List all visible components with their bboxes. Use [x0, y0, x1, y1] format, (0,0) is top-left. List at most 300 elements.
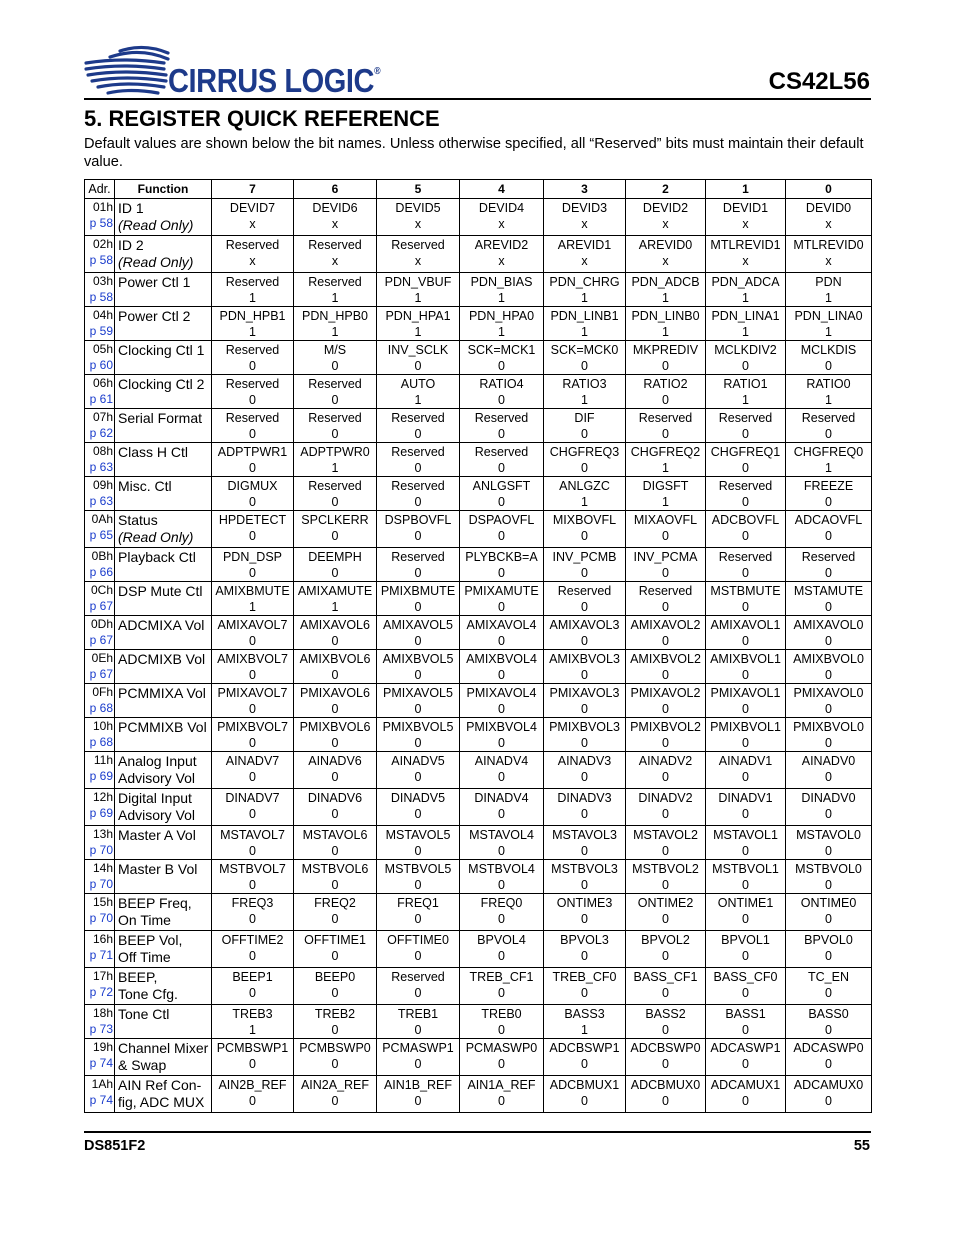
- bit-default: 0: [825, 427, 832, 441]
- bit-name: Reserved: [474, 445, 529, 459]
- bit-name: AMIXBVOL0: [793, 652, 864, 666]
- bit-default: 0: [249, 807, 256, 821]
- register-function-name: Tone Ctl: [118, 1006, 170, 1022]
- table-row: [85, 477, 872, 511]
- bit-name: CHGFREQ2: [630, 445, 701, 459]
- register-address-cell: [85, 1039, 115, 1076]
- bit-name: CHGFREQ3: [549, 445, 620, 459]
- bit-cell: [786, 236, 872, 273]
- bit-name: AREVID0: [638, 238, 693, 252]
- bit-name: ADCBOVFL: [711, 513, 780, 527]
- bit-name: AIN2A_REF: [300, 1078, 370, 1092]
- table-row: [85, 236, 872, 273]
- bit-name: FREQ1: [397, 896, 439, 910]
- bit-name: TREB_CF0: [552, 970, 617, 984]
- bit-name: Reserved: [801, 550, 856, 564]
- bit-name: Reserved: [391, 550, 445, 564]
- bit-cell: [786, 273, 872, 307]
- bit-name: PDN_LINB1: [550, 309, 619, 323]
- bit-default: 0: [742, 359, 749, 373]
- bit-default: 1: [498, 325, 505, 339]
- page-link[interactable]: p 70: [89, 877, 113, 891]
- bit-name: RATIO1: [723, 377, 768, 391]
- bit-name: BPVOL4: [477, 933, 526, 947]
- header-rule: [84, 98, 871, 100]
- page-link[interactable]: p 69: [89, 769, 113, 783]
- bit-default: 0: [249, 986, 256, 1000]
- bit-default: 0: [825, 949, 832, 963]
- bit-cell: [786, 511, 872, 548]
- bit-name: OFFTIME0: [387, 933, 449, 947]
- bit-cell: [626, 752, 706, 789]
- register-function-cell: [115, 375, 212, 409]
- table-row: [85, 684, 872, 718]
- bit-default: 0: [742, 600, 749, 614]
- bit-default: 1: [331, 461, 339, 475]
- page-link[interactable]: p 72: [89, 985, 113, 999]
- bit-cell: [294, 511, 377, 548]
- page-link[interactable]: p 63: [89, 460, 113, 474]
- bit-name: ONTIME3: [556, 896, 613, 910]
- document-id: DS851F2: [84, 1138, 146, 1154]
- bit-default: 0: [498, 1023, 505, 1037]
- bit-name: TREB3: [232, 1007, 273, 1021]
- register-function-name: Playback Ctl: [118, 549, 196, 565]
- bit-cell: [786, 752, 872, 789]
- page-link[interactable]: p 62: [89, 426, 113, 440]
- bit-cell: [460, 1005, 544, 1039]
- bit-cell: [706, 894, 786, 931]
- register-function-name: fig, ADC MUX: [118, 1094, 205, 1110]
- page-link[interactable]: p 67: [89, 599, 113, 613]
- bit-cell: [786, 409, 872, 443]
- register-function-name: AIN Ref Con-: [118, 1077, 202, 1093]
- footer-rule: [84, 1131, 871, 1133]
- bit-default: 0: [414, 1023, 422, 1037]
- bit-cell: [377, 236, 460, 273]
- bit-default: 0: [662, 736, 669, 750]
- bit-default: 0: [249, 495, 256, 509]
- bit-cell: [706, 477, 786, 511]
- bit-default: 0: [414, 807, 422, 821]
- page-link[interactable]: p 70: [89, 843, 113, 857]
- bit-cell: [212, 752, 294, 789]
- bit-cell: [626, 1005, 706, 1039]
- register-function-name: Status: [118, 512, 158, 528]
- page-link[interactable]: p 65: [89, 528, 113, 542]
- header-bit-6: 6: [294, 180, 377, 199]
- bit-cell: [544, 236, 626, 273]
- bit-cell: [626, 789, 706, 826]
- bit-cell: [294, 789, 377, 826]
- bit-default: 0: [249, 668, 256, 682]
- bit-cell: [212, 236, 294, 273]
- page-link[interactable]: p 58: [89, 216, 113, 230]
- bit-cell: [294, 375, 377, 409]
- header-bit-2: 2: [626, 180, 706, 199]
- bit-cell: [377, 616, 460, 650]
- bit-cell: [544, 548, 626, 582]
- header-adr: Adr.: [85, 180, 115, 199]
- bit-name: DINADV1: [718, 791, 773, 805]
- bit-cell: [786, 1005, 872, 1039]
- page-link[interactable]: p 74: [89, 1093, 113, 1107]
- bit-cell: [626, 968, 706, 1005]
- page-link[interactable]: p 68: [89, 735, 113, 749]
- table-row: [85, 1076, 872, 1113]
- bit-cell: [706, 752, 786, 789]
- page-link[interactable]: p 59: [89, 324, 113, 338]
- bit-cell: [544, 582, 626, 616]
- register-function-cell: [115, 236, 212, 273]
- table-row: [85, 511, 872, 548]
- bit-default: 0: [742, 566, 749, 580]
- bit-cell: [706, 341, 786, 375]
- bit-name: Reserved: [718, 411, 773, 425]
- bit-cell: [544, 789, 626, 826]
- bit-name: DIGSFT: [642, 479, 689, 493]
- register-address-cell: [85, 273, 115, 307]
- bit-name: MSTBVOL1: [712, 862, 779, 876]
- bit-default: 0: [498, 949, 505, 963]
- bit-name: DINADV4: [474, 791, 529, 805]
- page-link[interactable]: p 73: [89, 1022, 113, 1036]
- bit-cell: [706, 582, 786, 616]
- bit-cell: [544, 826, 626, 860]
- bit-default: 0: [742, 1023, 749, 1037]
- bit-cell: [706, 375, 786, 409]
- bit-name: INV_PCMB: [552, 550, 617, 564]
- bit-name: DINADV2: [638, 791, 693, 805]
- register-function-cell: [115, 307, 212, 341]
- page-link[interactable]: p 58: [89, 290, 113, 304]
- table-row: [85, 199, 872, 236]
- bit-default: 0: [331, 878, 339, 892]
- bit-cell: [460, 789, 544, 826]
- bit-name: TREB0: [481, 1007, 522, 1021]
- register-function-cell: [115, 718, 212, 752]
- bit-default: 0: [662, 1094, 669, 1108]
- bit-cell: [212, 894, 294, 931]
- register-function-cell: [115, 273, 212, 307]
- bit-cell: [212, 409, 294, 443]
- bit-default: 0: [825, 844, 832, 858]
- bit-default: 0: [662, 600, 669, 614]
- page-link[interactable]: p 63: [89, 494, 113, 508]
- bit-cell: [377, 860, 460, 894]
- bit-cell: [706, 650, 786, 684]
- bit-default: 0: [498, 912, 505, 926]
- register-address: 05h: [92, 342, 113, 356]
- bit-default: 0: [414, 359, 422, 373]
- bit-cell: [294, 718, 377, 752]
- bit-name: Reserved: [308, 377, 362, 391]
- register-address: 04h: [92, 308, 113, 322]
- bit-name: Reserved: [225, 275, 280, 289]
- page-link[interactable]: p 61: [89, 392, 113, 406]
- page-link[interactable]: p 69: [89, 806, 113, 820]
- bit-default: 1: [825, 461, 832, 475]
- bit-name: ADCAOVFL: [794, 513, 863, 527]
- bit-default: 0: [414, 844, 422, 858]
- register-address-cell: [85, 236, 115, 273]
- bit-cell: [706, 1039, 786, 1076]
- bit-default: 0: [662, 566, 669, 580]
- bit-default: 0: [414, 770, 422, 784]
- bit-default: 0: [498, 393, 505, 407]
- register-function-cell: [115, 684, 212, 718]
- register-function-name: BEEP Freq,: [118, 895, 192, 911]
- bit-cell: [377, 1005, 460, 1039]
- register-address: 0Bh: [91, 549, 113, 563]
- register-function-cell: [115, 931, 212, 968]
- bit-cell: [706, 860, 786, 894]
- page-link[interactable]: p 58: [89, 253, 113, 267]
- bit-default: 0: [742, 878, 749, 892]
- bit-cell: [706, 548, 786, 582]
- bit-cell: [212, 199, 294, 236]
- bit-default: 1: [249, 600, 256, 614]
- bit-name: PDN_DSP: [222, 550, 283, 564]
- bit-name: M/S: [323, 343, 347, 357]
- bit-name: FREQ3: [231, 896, 274, 910]
- bit-default: 0: [249, 461, 256, 475]
- bit-cell: [294, 199, 377, 236]
- bit-default: 0: [825, 1094, 832, 1108]
- bit-name: SPCLKERR: [301, 513, 369, 527]
- register-function-cell: [115, 443, 212, 477]
- register-function-cell: [115, 752, 212, 789]
- bit-default: 0: [825, 912, 832, 926]
- bit-name: Reserved: [225, 411, 280, 425]
- register-function-cell: [115, 650, 212, 684]
- bit-cell: [294, 548, 377, 582]
- bit-name: AIN1B_REF: [383, 1078, 453, 1092]
- table-row: [85, 443, 872, 477]
- bit-default: 0: [581, 359, 588, 373]
- bit-name: PCMBSWP1: [216, 1041, 289, 1055]
- register-function-cell: [115, 199, 212, 236]
- bit-default: 1: [742, 291, 749, 305]
- register-function-name: BEEP Vol,: [118, 932, 183, 948]
- register-address-cell: [85, 684, 115, 718]
- bit-cell: [294, 931, 377, 968]
- bit-default: 0: [825, 529, 832, 543]
- bit-default: 0: [249, 949, 256, 963]
- bit-name: Reserved: [638, 411, 693, 425]
- bit-cell: [294, 826, 377, 860]
- bit-cell: [460, 443, 544, 477]
- bit-cell: [460, 511, 544, 548]
- bit-cell: [212, 477, 294, 511]
- bit-cell: [377, 931, 460, 968]
- bit-name: PMIXAVOL1: [710, 686, 781, 700]
- bit-name: DSPBOVFL: [384, 513, 452, 527]
- company-wordmark: CIRRUS LOGIC®: [168, 62, 381, 99]
- bit-cell: [786, 582, 872, 616]
- bit-name: CHGFREQ1: [710, 445, 781, 459]
- bit-name: MSTBVOL3: [551, 862, 618, 876]
- bit-cell: [626, 341, 706, 375]
- bit-cell: [212, 826, 294, 860]
- bit-default: 1: [331, 600, 339, 614]
- bit-cell: [460, 968, 544, 1005]
- page-link[interactable]: p 67: [89, 667, 113, 681]
- bit-cell: [706, 789, 786, 826]
- bit-name: PMIXBMUTE: [380, 584, 456, 598]
- bit-default: x: [742, 217, 749, 231]
- register-function-name: PCMMIXA Vol: [118, 685, 206, 701]
- bit-cell: [706, 443, 786, 477]
- bit-cell: [544, 199, 626, 236]
- bit-default: 0: [249, 912, 256, 926]
- bit-name: Reserved: [638, 584, 693, 598]
- bit-name: BASS0: [808, 1007, 849, 1021]
- register-address: 17h: [92, 969, 113, 983]
- table-row: [85, 307, 872, 341]
- bit-name: FREQ0: [480, 896, 523, 910]
- bit-default: 0: [249, 702, 256, 716]
- bit-cell: [544, 650, 626, 684]
- table-header-row: [85, 180, 872, 199]
- bit-name: Reserved: [718, 550, 773, 564]
- bit-cell: [544, 894, 626, 931]
- bit-name: ONTIME2: [637, 896, 694, 910]
- bit-cell: [626, 650, 706, 684]
- bit-cell: [377, 511, 460, 548]
- bit-name: SCK=MCK1: [467, 343, 536, 357]
- bit-default: 0: [414, 736, 422, 750]
- bit-name: ONTIME1: [717, 896, 774, 910]
- table-row: [85, 375, 872, 409]
- bit-name: PLYBCKB=A: [465, 550, 538, 564]
- register-function-cell: [115, 894, 212, 931]
- register-address-cell: [85, 894, 115, 931]
- bit-default: 0: [249, 359, 256, 373]
- bit-name: AMIXAVOL0: [793, 618, 864, 632]
- bit-cell: [294, 1005, 377, 1039]
- bit-name: SCK=MCK0: [550, 343, 619, 357]
- bit-name: BPVOL0: [804, 933, 853, 947]
- bit-cell: [544, 477, 626, 511]
- bit-cell: [212, 1039, 294, 1076]
- bit-default: 0: [498, 702, 505, 716]
- bit-cell: [377, 273, 460, 307]
- bit-cell: [460, 1039, 544, 1076]
- bit-default: 0: [498, 359, 505, 373]
- register-function-name: DSP Mute Ctl: [118, 583, 203, 599]
- page-link[interactable]: p 60: [89, 358, 113, 372]
- bit-cell: [544, 860, 626, 894]
- bit-name: DSPAOVFL: [468, 513, 535, 527]
- bit-cell: [212, 548, 294, 582]
- register-function-cell: [115, 1076, 212, 1113]
- bit-cell: [544, 443, 626, 477]
- bit-cell: [460, 752, 544, 789]
- bit-default: 0: [742, 634, 749, 648]
- bit-default: 0: [581, 770, 588, 784]
- bit-default: 0: [331, 427, 339, 441]
- bit-default: 0: [742, 1057, 749, 1071]
- page-number: 55: [853, 1138, 870, 1154]
- bit-cell: [294, 236, 377, 273]
- page-link[interactable]: p 71: [89, 948, 113, 962]
- bit-name: MSTBVOL7: [219, 862, 286, 876]
- bit-name: CHGFREQ0: [793, 445, 864, 459]
- bit-default: 1: [825, 291, 832, 305]
- read-only-note: (Read Only): [118, 217, 194, 233]
- bit-name: PMIXBVOL6: [299, 720, 371, 734]
- register-function-cell: [115, 826, 212, 860]
- bit-name: FREQ2: [314, 896, 356, 910]
- bit-name: ADCAMUX0: [793, 1078, 864, 1092]
- bit-cell: [294, 616, 377, 650]
- register-address: 0Fh: [92, 685, 113, 699]
- bit-cell: [212, 443, 294, 477]
- bit-cell: [212, 273, 294, 307]
- bit-default: 0: [498, 736, 505, 750]
- bit-name: PDN_LINA0: [794, 309, 863, 323]
- bit-cell: [786, 894, 872, 931]
- bit-default: 1: [581, 291, 588, 305]
- bit-default: 0: [662, 1057, 669, 1071]
- table-row: [85, 752, 872, 789]
- register-address: 10h: [92, 719, 113, 733]
- bit-default: 1: [742, 325, 749, 339]
- bit-default: 0: [825, 770, 832, 784]
- bit-default: 0: [498, 461, 505, 475]
- bit-name: AMIXBVOL1: [710, 652, 781, 666]
- bit-default: x: [414, 254, 422, 268]
- header-bit-5: 5: [377, 180, 460, 199]
- bit-name: AREVID2: [474, 238, 529, 252]
- bit-name: DEVID2: [642, 201, 689, 215]
- bit-cell: [544, 511, 626, 548]
- register-address-cell: [85, 477, 115, 511]
- bit-cell: [626, 375, 706, 409]
- register-function-cell: [115, 477, 212, 511]
- register-address: 18h: [92, 1006, 113, 1020]
- table-row: [85, 650, 872, 684]
- bit-name: DEVID7: [229, 201, 276, 215]
- bit-cell: [212, 684, 294, 718]
- bit-default: x: [249, 217, 256, 231]
- bit-cell: [626, 199, 706, 236]
- bit-cell: [626, 1039, 706, 1076]
- bit-name: Reserved: [474, 411, 529, 425]
- bit-cell: [626, 307, 706, 341]
- bit-name: PDN_LINA1: [711, 309, 780, 323]
- bit-name: AMIXAVOL7: [217, 618, 288, 632]
- bit-cell: [786, 968, 872, 1005]
- bit-default: 0: [742, 949, 749, 963]
- page-link[interactable]: p 67: [89, 633, 113, 647]
- bit-name: DINADV3: [557, 791, 612, 805]
- bit-name: AMIXAVOL5: [383, 618, 453, 632]
- bit-cell: [626, 548, 706, 582]
- bit-cell: [626, 1076, 706, 1113]
- register-function-name: ID 2: [118, 237, 144, 253]
- page-link[interactable]: p 68: [89, 701, 113, 715]
- page-link[interactable]: p 70: [89, 911, 113, 925]
- read-only-note: (Read Only): [118, 529, 194, 545]
- page-link[interactable]: p 66: [89, 565, 113, 579]
- bit-default: 0: [331, 912, 339, 926]
- page-link[interactable]: p 74: [89, 1056, 113, 1070]
- bit-name: BASS_CF0: [713, 970, 778, 984]
- bit-cell: [786, 375, 872, 409]
- bit-cell: [212, 582, 294, 616]
